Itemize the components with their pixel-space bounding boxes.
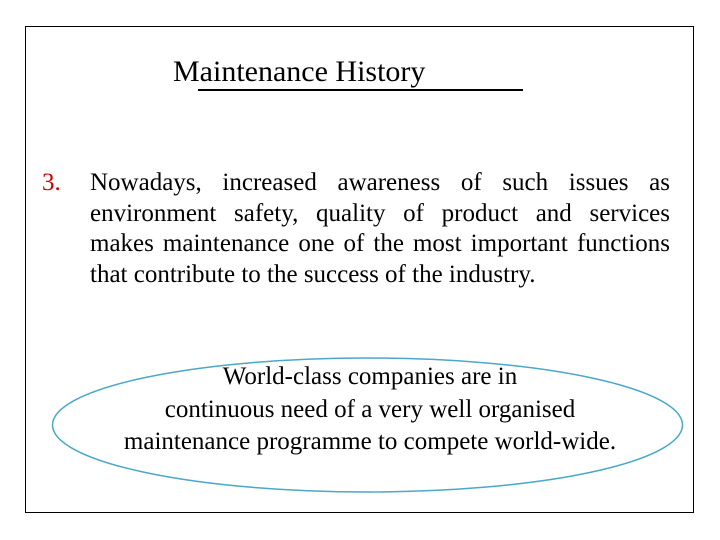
- callout-line-2: continuous need of a very well organised: [164, 395, 576, 423]
- title-underline: [198, 89, 523, 91]
- slide-title: Maintenance History: [173, 55, 426, 88]
- callout-text: [70, 361, 670, 459]
- point-number: 3.: [42, 169, 61, 196]
- callout-line-1: World-class companies are in: [222, 363, 518, 390]
- callout-line-3: maintenance programme to compete world-wide.: [123, 428, 617, 455]
- point-text: Nowadays, increased awareness of such issues as environment safety, quality of product and services makes maintenance one of the most important functions that contribute to the success of the industry.: [90, 169, 670, 288]
